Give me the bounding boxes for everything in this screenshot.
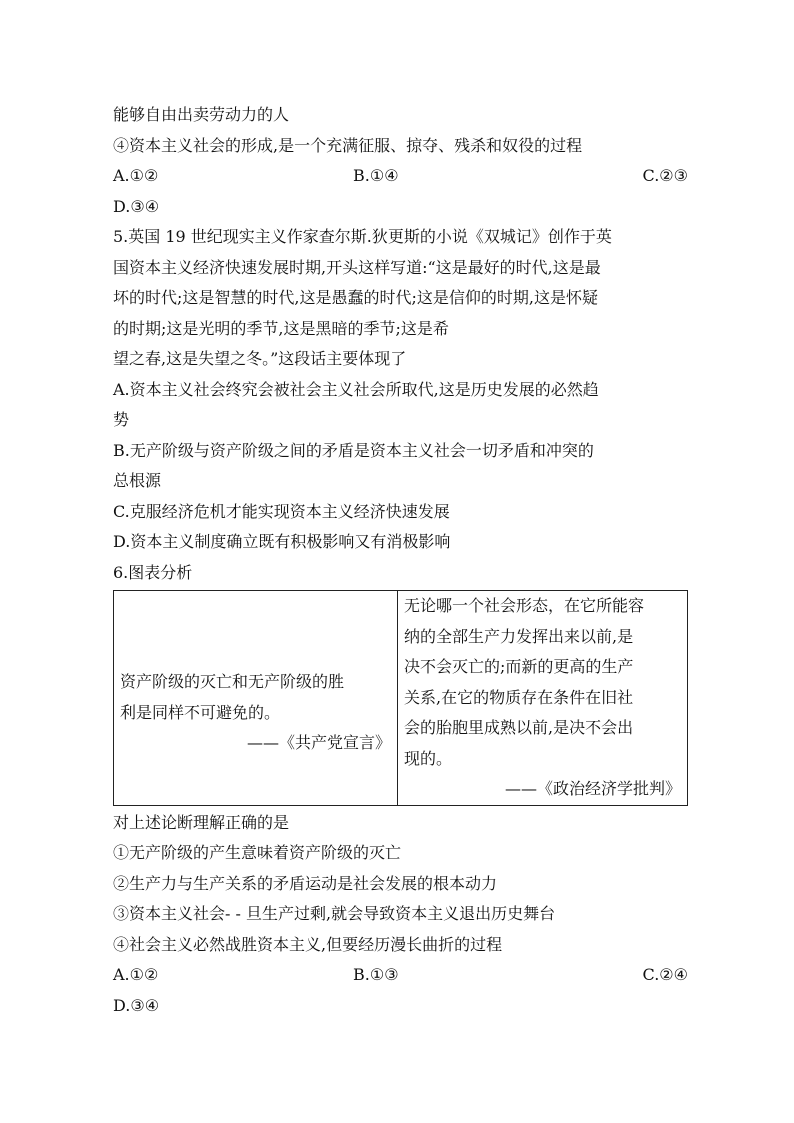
q6-question: 对上述论断理解正确的是 (113, 812, 290, 832)
q6-option-c[interactable]: C.②④ (642, 965, 688, 984)
right-quote-line: 无论哪一个社会形态，在它所能容 (404, 596, 645, 615)
q6-item-4: ④社会主义必然战胜资本主义,但要经历漫长曲折的过程 (113, 934, 503, 954)
q5-option-c[interactable]: C.克服经济危机才能实现资本主义经济快速发展 (113, 501, 450, 521)
document-page (113, 100, 688, 1021)
q4-options-row (113, 161, 688, 192)
q6-title: 6.图表分析 (113, 562, 193, 582)
q6-option-d[interactable]: D.③④ (113, 995, 160, 1015)
q6-item-3: ③资本主义社会- - 旦生产过剩,就会导致资本主义退出历史舞台 (113, 904, 556, 923)
right-quote-line: 纳的全部生产力发挥出来以前,是 (404, 626, 634, 646)
q4-item3-continuation: 能够自由出卖劳动力的人 (113, 105, 290, 124)
quote-table (113, 590, 688, 806)
q5-stem-line: 的时期;这是光明的季节,这是黑暗的季节;这是希 (113, 318, 449, 338)
q6-item-1: ①无产阶级的产生意味着资产阶级的灭亡 (113, 843, 402, 862)
q5-option-b-cont: 总根源 (113, 471, 162, 490)
q5-option-d[interactable]: D.资本主义制度确立既有积极影响又有消极影响 (113, 532, 451, 551)
q4-option-c[interactable]: C.②③ (642, 166, 688, 185)
right-quote-line: 现的。 (404, 748, 453, 768)
q5-stem-line: 望之春,这是失望之冬。”这段话主要体现了 (113, 349, 407, 368)
q5-stem-line: 国资本主义经济快速发展时期,开头这样写道:“这是最好的时代,这是最 (113, 257, 601, 277)
right-quote-line: 决不会灭亡的;而新的更高的生产 (404, 657, 634, 676)
right-quote-line: 关系,在它的物质存在条件在旧社 (404, 687, 634, 707)
right-quote-line: 会的胎胞里成熟以前,是决不会出 (404, 718, 634, 737)
left-quote-line: 资产阶级的灭亡和无产阶级的胜 (120, 672, 345, 691)
left-quote-line: 利是同样不可避免的。 (120, 702, 281, 722)
q6-option-b[interactable]: B.①③ (353, 965, 399, 984)
q4-option-d[interactable]: D.③④ (113, 196, 160, 216)
quote-cell-left (114, 591, 398, 806)
q6-option-a[interactable]: A.①② (113, 965, 159, 984)
right-quote-source: ——《政治经济学批判》 (504, 779, 681, 798)
q5-stem-line: 5.英国 19 世纪现实主义作家查尔斯.狄更斯的小说《双城记》创作于英 (113, 227, 612, 246)
q6-item-2: ②生产力与生产关系的矛盾运动是社会发展的根本动力 (113, 873, 498, 893)
q5-option-b[interactable]: B.无产阶级与资产阶级之间的矛盾是资本主义社会一切矛盾和冲突的 (113, 440, 594, 460)
q4-option-b[interactable]: B.①④ (353, 166, 399, 185)
q5-stem-line: 坏的时代;这是智慧的时代,这是愚蠢的时代;这是信仰的时期,这是怀疑 (113, 288, 598, 307)
q4-item4: ④资本主义社会的形成,是一个充满征服、掠夺、残杀和奴役的过程 (113, 135, 583, 155)
q6-options-row (113, 960, 688, 991)
quote-cell-right (398, 591, 688, 806)
q5-option-a-cont: 势 (113, 410, 130, 429)
q4-option-a[interactable]: A.①② (113, 166, 159, 185)
q5-option-a[interactable]: A.资本主义社会终究会被社会主义社会所取代,这是历史发展的必然趋 (113, 379, 599, 399)
left-quote-source: ——《共产党宣言》 (246, 733, 391, 752)
